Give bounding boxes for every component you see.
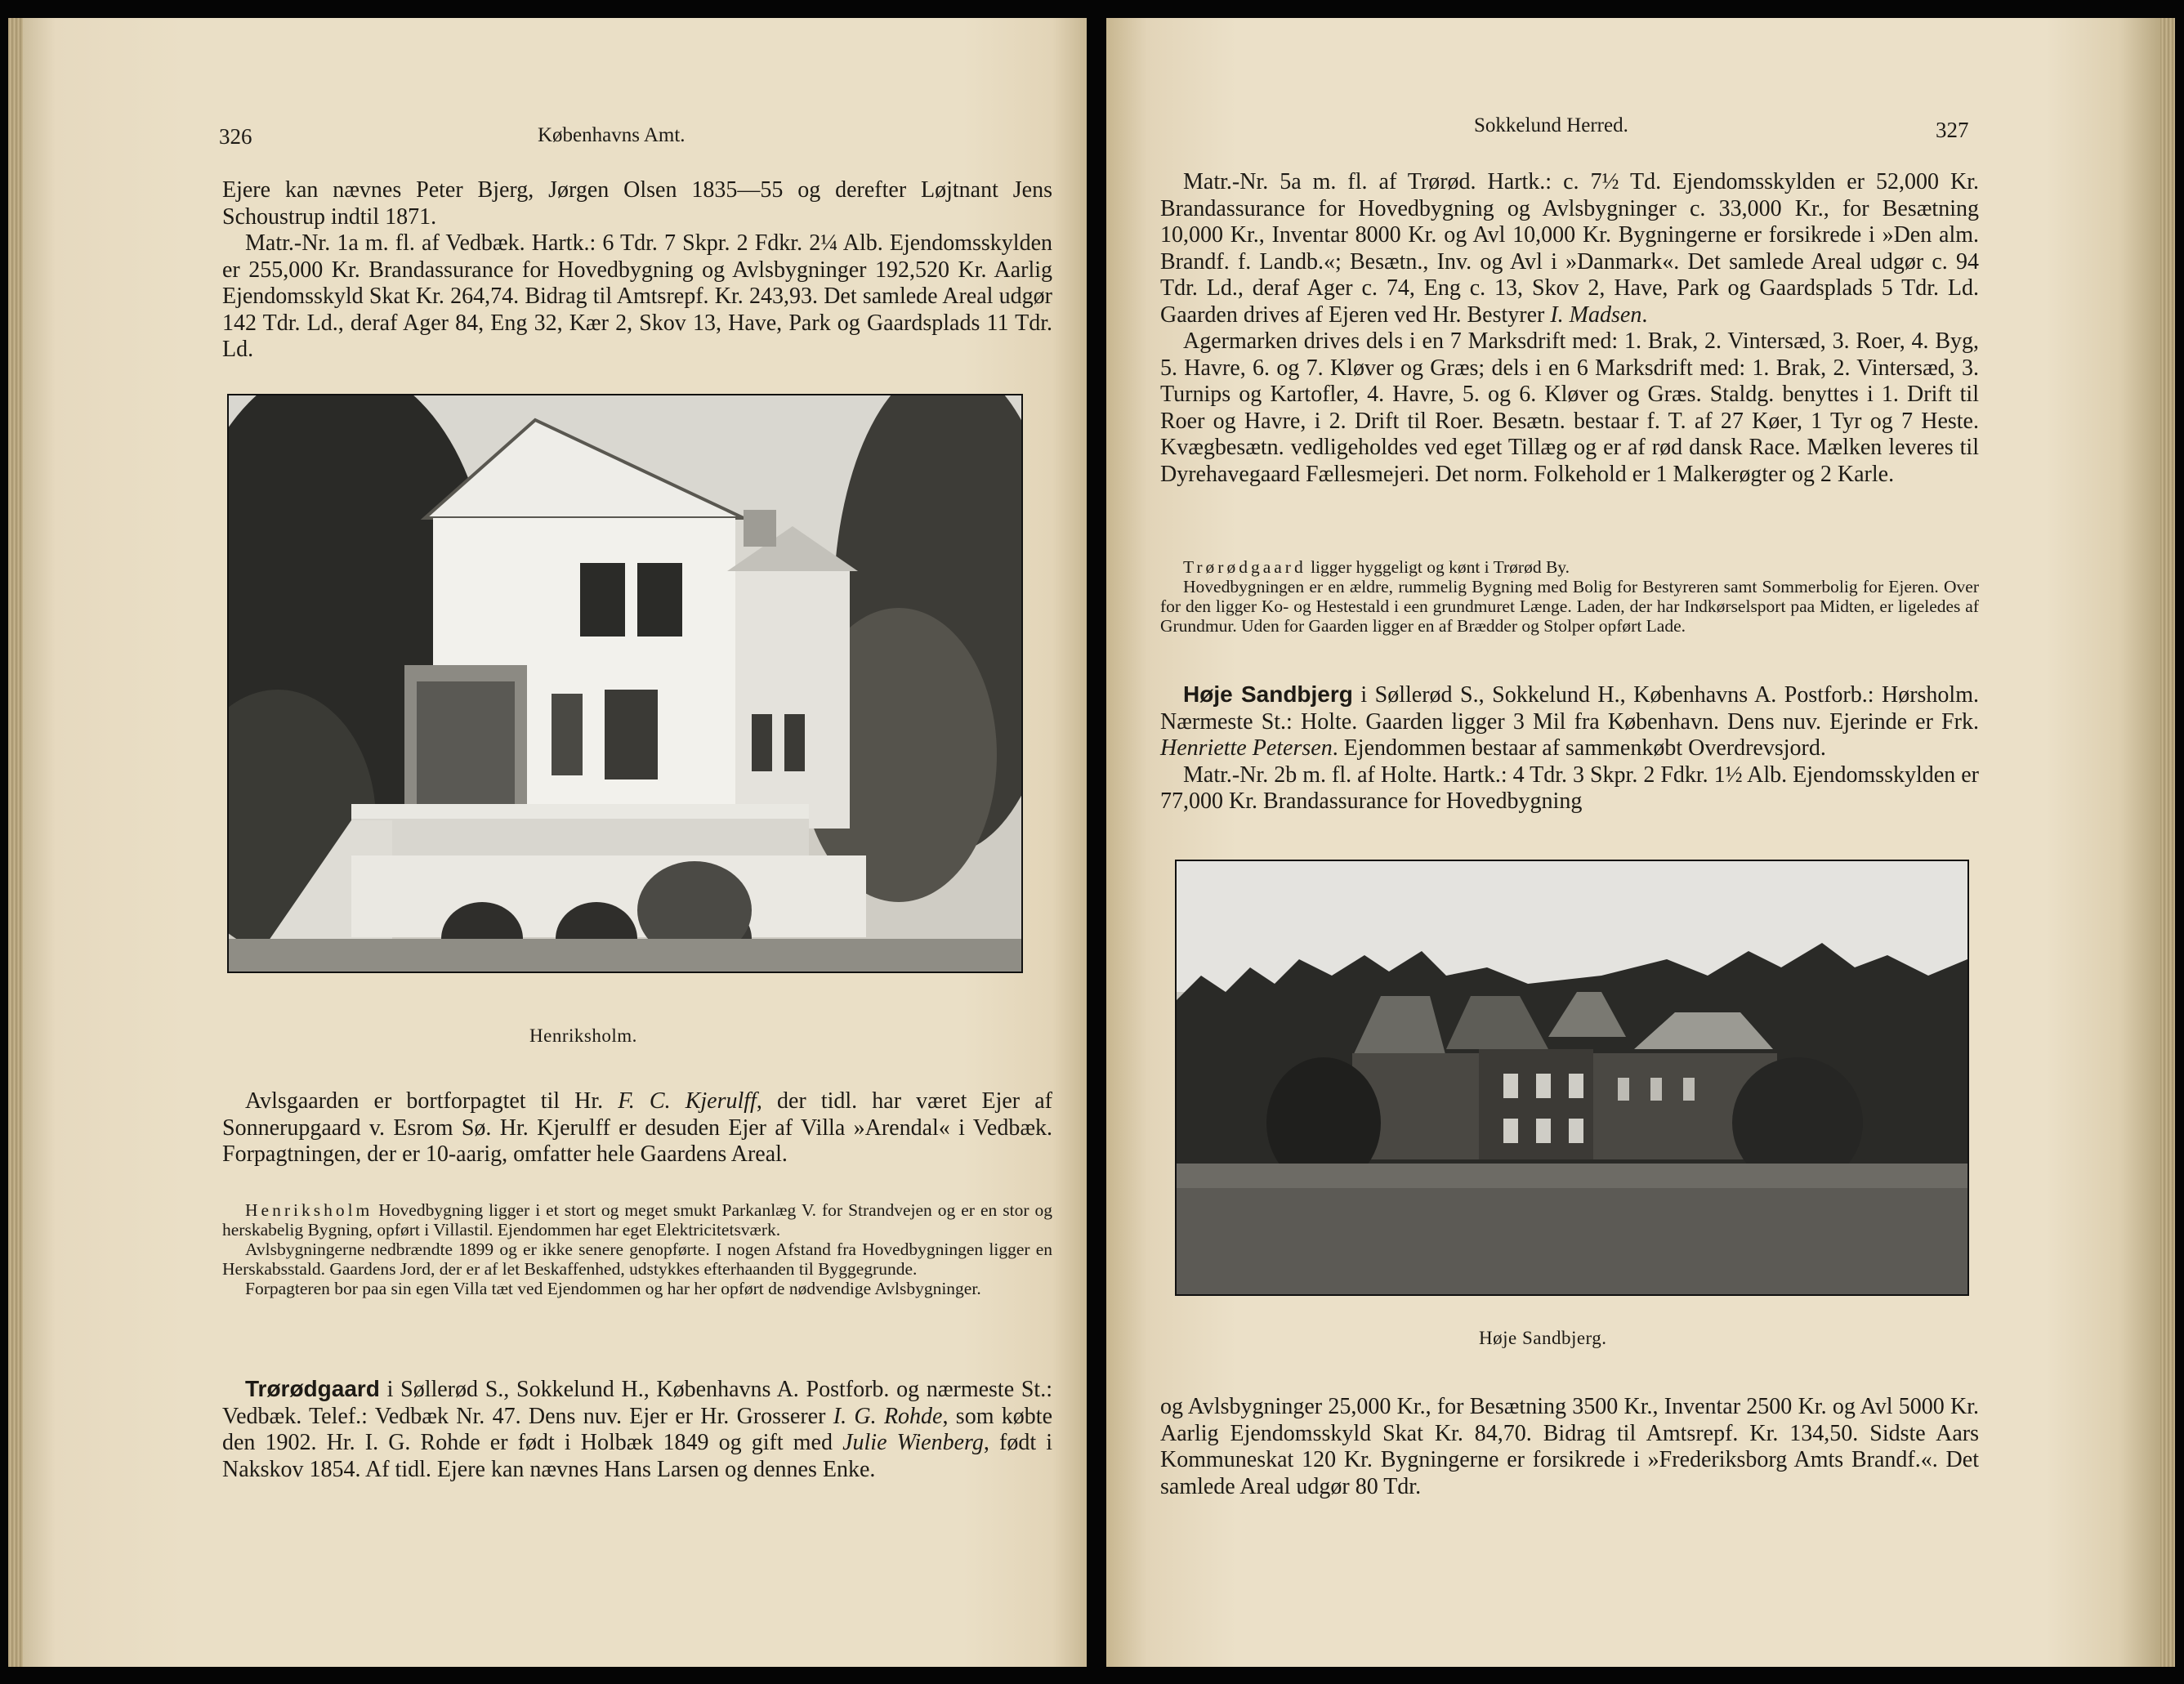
paragraph-owners: Ejere kan nævnes Peter Bjerg, Jørgen Olsen 1835—55 og derefter Løjtnant Jens Schoustrup indtil 1871. [222,177,1052,230]
page-number: 326 [219,124,252,149]
text-block-hoje-sandbjerg [1160,681,1979,815]
paragraph-matr: Matr.-Nr. 1a m. fl. af Vedbæk. Hartk.: 6 Tdr. 7 Skpr. 2 Fdkr. 2¼ Alb. Ejendomsskylden er 255,000 Kr. Brandassurance for Hovedbygning og Avlsbygninger 192,520 Kr. Aarlig Ejendomsskyld Skat Kr. 264,74. Bidrag til Amtsrepf. Kr. 243,93. Det samlede Areal udgør 142 Tdr. Ld., deraf Ager 84, Eng 32, Kær 2, Skov 13, Have, Park og Gaardsplads 11 Tdr. Ld. [222,230,1052,362]
name-kjerulff: F. C. Kjerulff [618,1088,757,1114]
left-page [23,18,1087,1667]
paragraph-matr-holte: Matr.-Nr. 2b m. fl. af Holte. Hartk.: 4 Tdr. 3 Skpr. 2 Fdkr. 1½ Alb. Ejendomsskylden er 77,000 Kr. Brandassurance for Hovedbygning [1160,762,1979,814]
right-page [1106,18,2160,1667]
photo-caption-hoje-sandbjerg: Høje Sandbjerg. [1479,1328,1607,1348]
paragraph-hoje-sandbjerg: Høje Sandbjerg i Søllerød S., Sokkelund H., Københavns A. Postforb.: Hørsholm. Nærmeste St.: Holte. Gaarden ligger 3 Mil fra København. Dens nuv. Ejerinde er Frk. Henriette Petersen. Ejendommen bestaar af sammenkøbt Overdrevsjord. [1160,681,1979,761]
entry-title-hoje-sandbjerg: Høje Sandbjerg [1183,681,1353,707]
right-page-edge [2160,18,2175,1667]
small-paragraph-3: Forpagteren bor paa sin egen Villa tæt ved Ejendommen og har her opført de nødvendige Avlsbygninger. [245,1279,981,1298]
entry-title-trorodgaard: Trørødgaard [245,1376,380,1401]
paragraph-trorodgaard: Trørødgaard i Søllerød S., Sokkelund H., Københavns A. Postforb. og nærmeste St.: Vedbæk. Telef.: Vedbæk Nr. 47. Dens nuv. Ejer er Hr. Grosserer I. G. Rohde, som købte den 1902. Hr. I. G. Rohde er født i Holbæk 1849 og gift med Julie Wienberg, født i Nakskov 1854. Af tidl. Ejere kan nævnes Hans Larsen og dennes Enke. [222,1376,1053,1482]
text-block-hoje-continued [1160,1394,1979,1500]
paragraph-forpagtning: Avlsgaarden er bortforpagtet til Hr. F. C. Kjerulff, der tidl. har været Ejer af Sonnerupgaard v. Esrom Sø. Hr. Kjerulff er desuden Ejer af Villa »Arendal« i Vedbæk. Forpagtningen, der er 10-aarig, omfatter hele Gaardens Areal. [222,1088,1052,1167]
paragraph-assurance: og Avlsbygninger 25,000 Kr., for Besætning 3500 Kr., Inventar 2500 Kr. og Avl 5000 Kr. Aarlig Ejendomsskyld Skat Kr. 84,70. Bidrag til Amtsrepf. Kr. 134,50. Sidste Aars Kommuneskat 120 Kr. Bygningerne er forsikrede i »Frederiksborg Amts Brandf.«. Det samlede Areal udgør 80 Tdr. [1160,1394,1979,1499]
small-paragraph-2: Avlsbygningerne nedbrændte 1899 og er ikke senere genopførte. I nogen Afstand fra Hovedbygningen ligger en Herskabsstald. Gaardens Jord, der er af let Beskaffenhed, udstykkes efterhaanden til Byggegrunde. [222,1240,1052,1279]
photo-hoje-sandbjerg [1175,860,1969,1296]
small-paragraph-2: Hovedbygningen er en ældre, rummelig Bygning med Bolig for Bestyreren samt Sommerbolig for Ejeren. Over for den ligger Ko- og Hestestald i een grundmuret Længe. Laden, der har Indkørselsport paa Midten, er ligeledes af Grundmur. Uden for Gaarden ligger en af Brædder og Stolper opført Lade. [1160,577,1979,636]
small-print-henriksholm [222,1200,1052,1298]
photo-henriksholm [227,394,1023,973]
left-page-edge [8,18,23,1667]
text-block-avlsgaarden [222,1088,1052,1168]
small-paragraph-1: Trørødgaard ligger hyggeligt og kønt i Trørød By. [1183,557,1570,577]
page-number: 327 [1936,118,1969,142]
text-block-top [222,177,1052,364]
running-head: Københavns Amt. [538,124,686,146]
small-print-trorodgaard [1160,557,1979,636]
text-block-trorodgaard [222,1376,1052,1483]
paragraph-matr-trorod: Matr.-Nr. 5a m. fl. af Trørød. Hartk.: c. 7½ Td. Ejendomsskylden er 52,000 Kr. Brandassurance for Hovedbygning og Avlsbygninger c. 33,000 Kr., for Besætning 10,000 Kr., Inventar 8000 Kr. og Avl 10,000 Kr. Bygningerne er forsikrede i »Den alm. Brandf. f. Landb.«; Besætn., Inv. og Avl i »Danmark«. Det samlede Areal udgør c. 94 Tdr. Ld., deraf Ager c. 74, Eng c. 13, Skov 2, Have, Park og Gaardsplads 5 Tdr. Ld. Gaarden drives af Ejeren ved Hr. Bestyrer I. Madsen. [1160,169,1979,328]
small-paragraph-1: Henriksholm Hovedbygning ligger i et stort og meget smukt Parkanlæg V. for Strandvejen og er en stor og herskabelig Bygning, opført i Villastil. Ejendommen har eget Elektricitetsværk. [222,1200,1052,1240]
paragraph-agermarken: Agermarken drives dels i en 7 Marksdrift med: 1. Brak, 2. Vintersæd, 3. Roer, 4. Byg, 5. Havre, 6. og 7. Kløver og Græs; dels i en 6 Marksdrift med: 1. Brak, 2. Vintersæd, 3. Turnips og Kartofler, 4. Havre, 5. og 6. Kløver og Græs. Staldg. benyttes i 1. Drift til Roer og Havre, i 2. Drift til Roer. Besætn. bestaar f. T. af 27 Køer, 1 Tyr og 7 Heste. Kvægbesætn. vedligeholdes ved eget Tillæg og er af rød dansk Race. Mælken leveres til Dyrehavegaard Fællesmejeri. Det norm. Folkehold er 1 Malkerøgter og 2 Karle. [1160,328,1979,487]
photo-caption-henriksholm: Henriksholm. [529,1025,637,1046]
running-head: Sokkelund Herred. [1474,114,1628,136]
text-block-trorod-data [1160,169,1979,488]
